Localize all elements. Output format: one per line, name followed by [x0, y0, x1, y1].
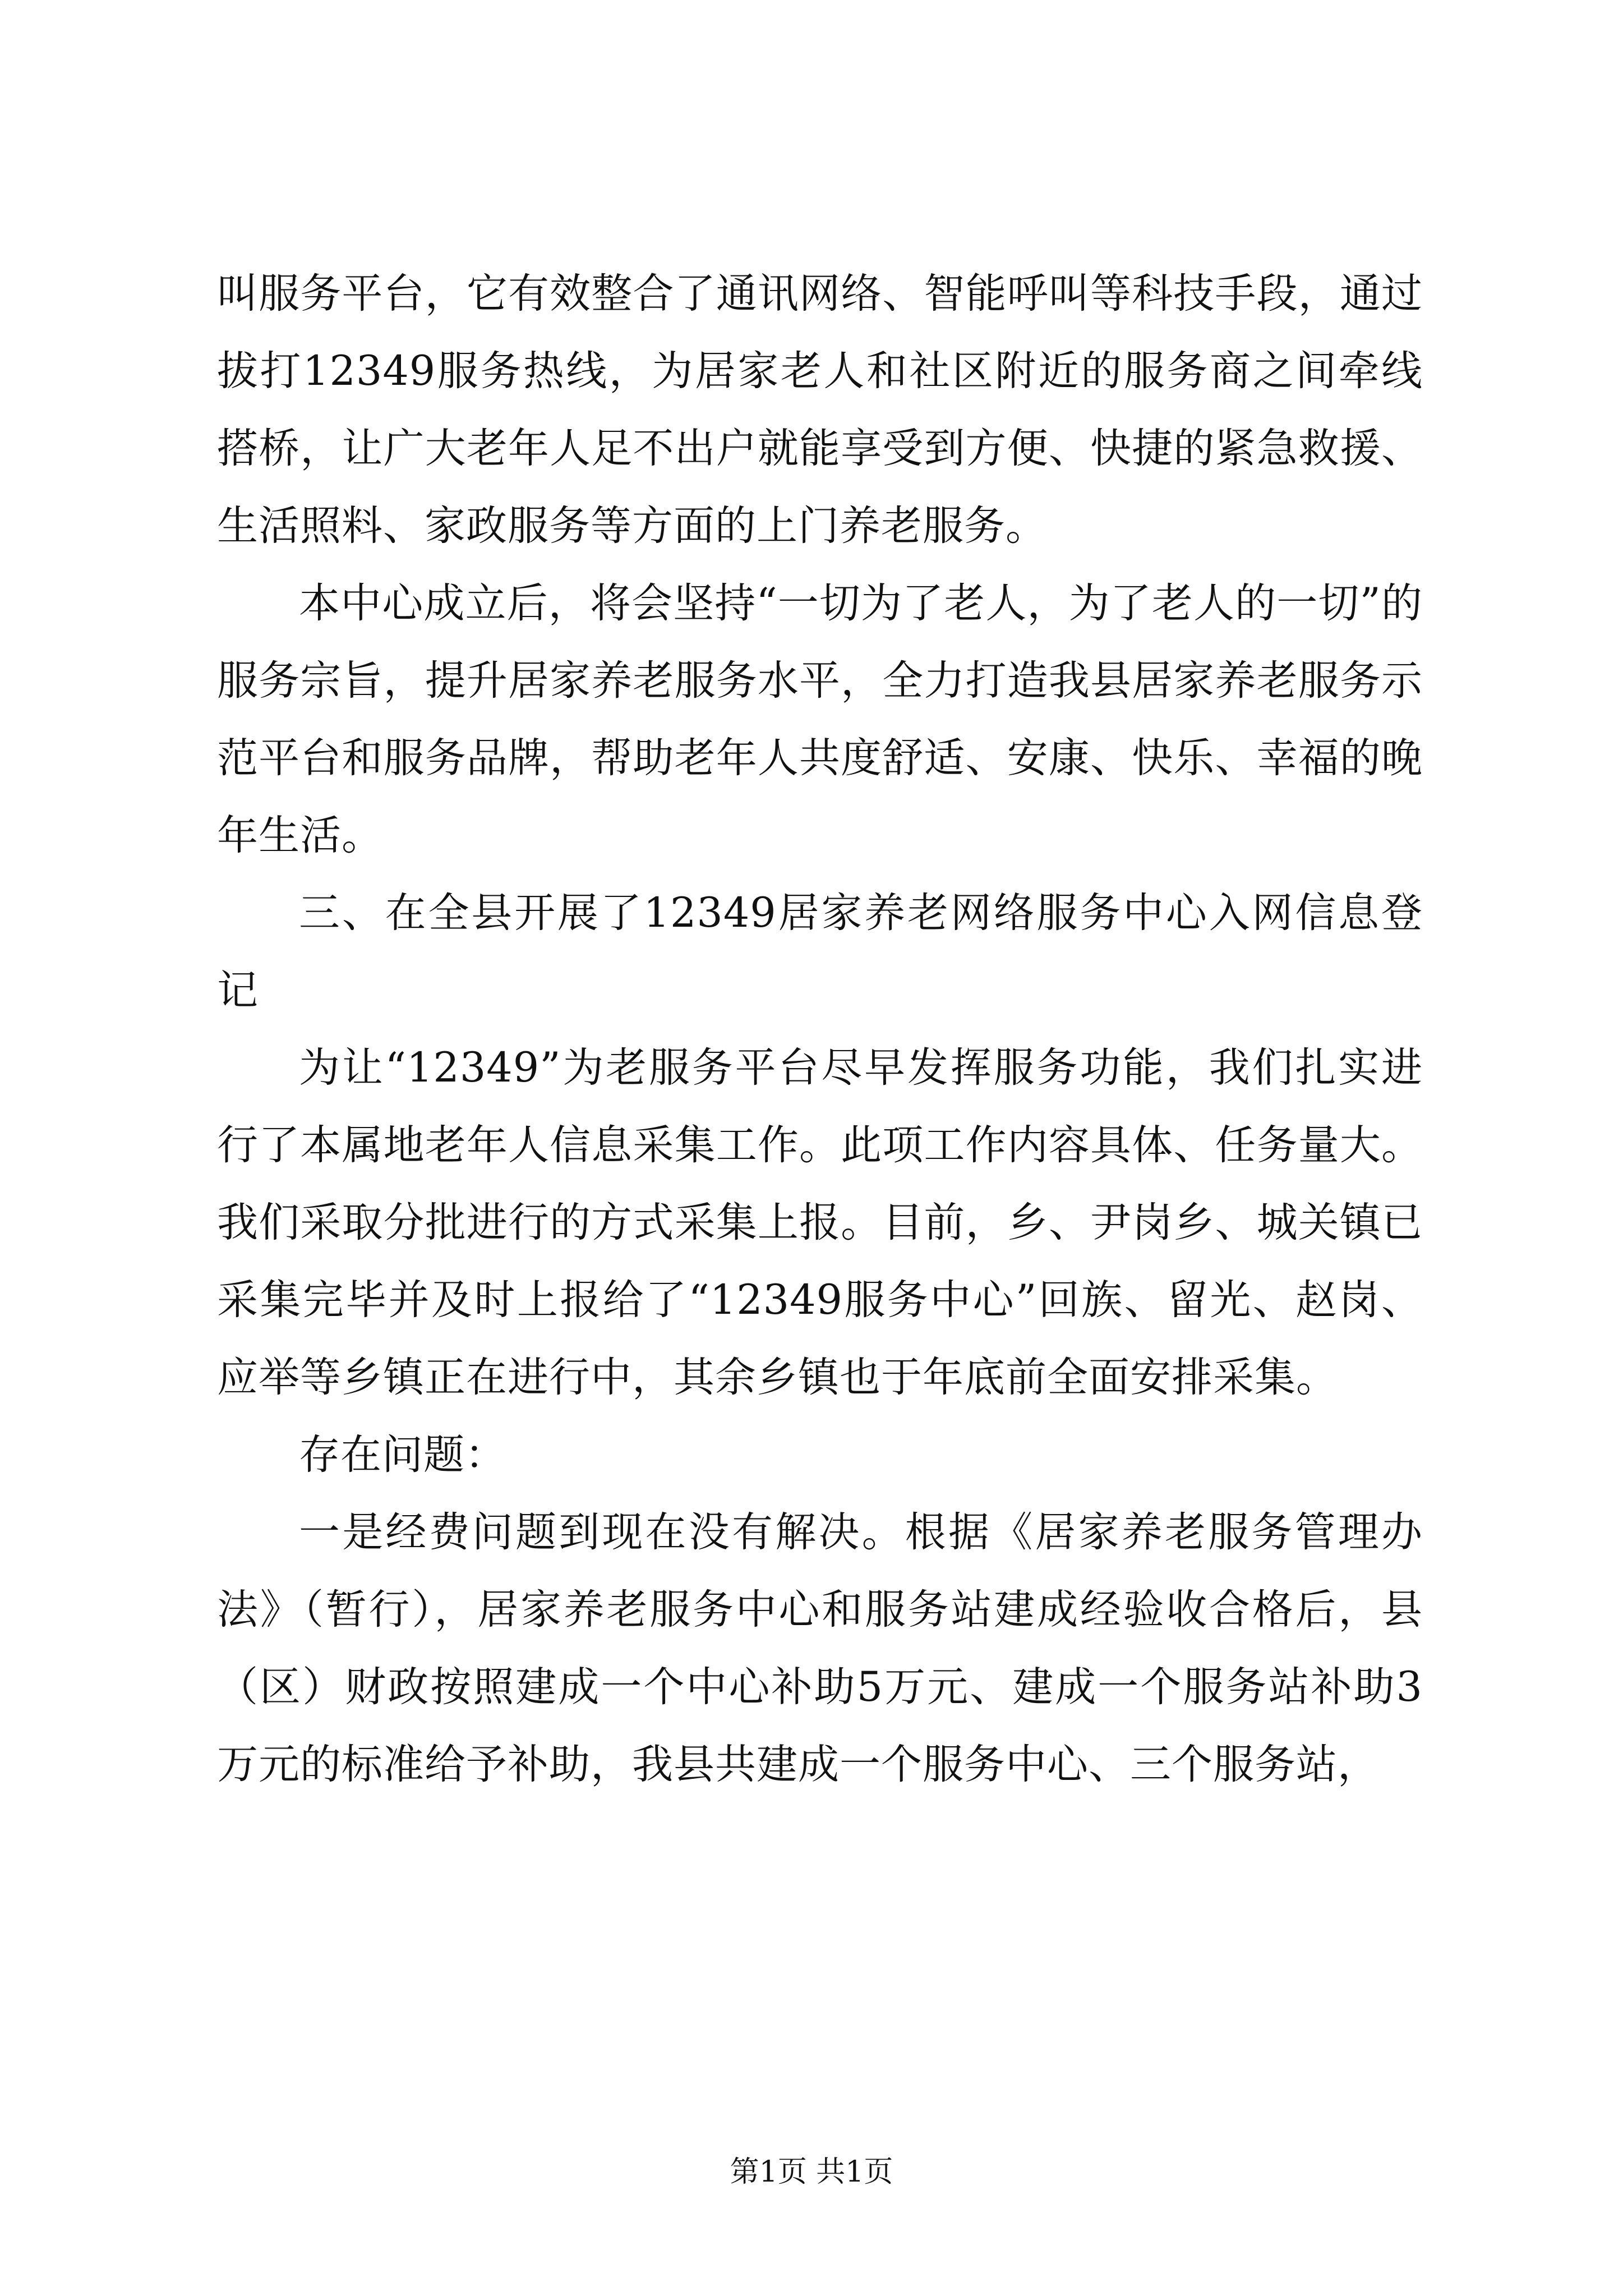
paragraph-4: 为让“12349”为老服务平台尽早发挥服务功能，我们扎实进行了本属地老年人信息采集工作。此项工作内容具体、任务量大。我们采取分批进行的方式采集上报。目前，乡、尹岗乡、城关镇已采集完毕并及时上报给了“12349服务中心”回族、留光、赵岗、应举等乡镇正在进行中，其余乡镇也于年底前全面安排采集。 — [217, 1044, 1423, 1401]
page-footer: 第1页 共1页 — [730, 2155, 893, 2189]
paragraph-2: 本中心成立后，将会坚持“一切为了老人，为了老人的一切”的服务宗旨，提升居家养老服务水平，全力打造我县居家养老服务示范平台和服务品牌，帮助老年人共度舒适、安康、快乐、幸福的晚年生活。 — [217, 579, 1423, 859]
paragraph-1: 叫服务平台，它有效整合了通讯网络、智能呼叫等科技手段，通过拔打12349服务热线，为居家老人和社区附近的服务商之间牵线搭桥，让广大老年人足不出户就能享受到方便、快捷的紧急救援、生活照料、家政服务等方面的上门养老服务。 — [217, 270, 1423, 550]
paragraph-6: 一是经费问题到现在没有解决。根据《居家养老服务管理办法》（暂行），居家养老服务中心和服务站建成经验收合格后，县（区）财政按照建成一个中心补助5万元、建成一个服务站补助3万元的标准给予补助，我县共建成一个服务中心、三个服务站， — [217, 1508, 1423, 1788]
section-heading-3: 三、在全县开展了12349居家养老网络服务中心入网信息登记 — [217, 889, 1423, 1014]
problems-heading: 存在问题： — [299, 1431, 506, 1479]
document-body — [217, 255, 1423, 1803]
